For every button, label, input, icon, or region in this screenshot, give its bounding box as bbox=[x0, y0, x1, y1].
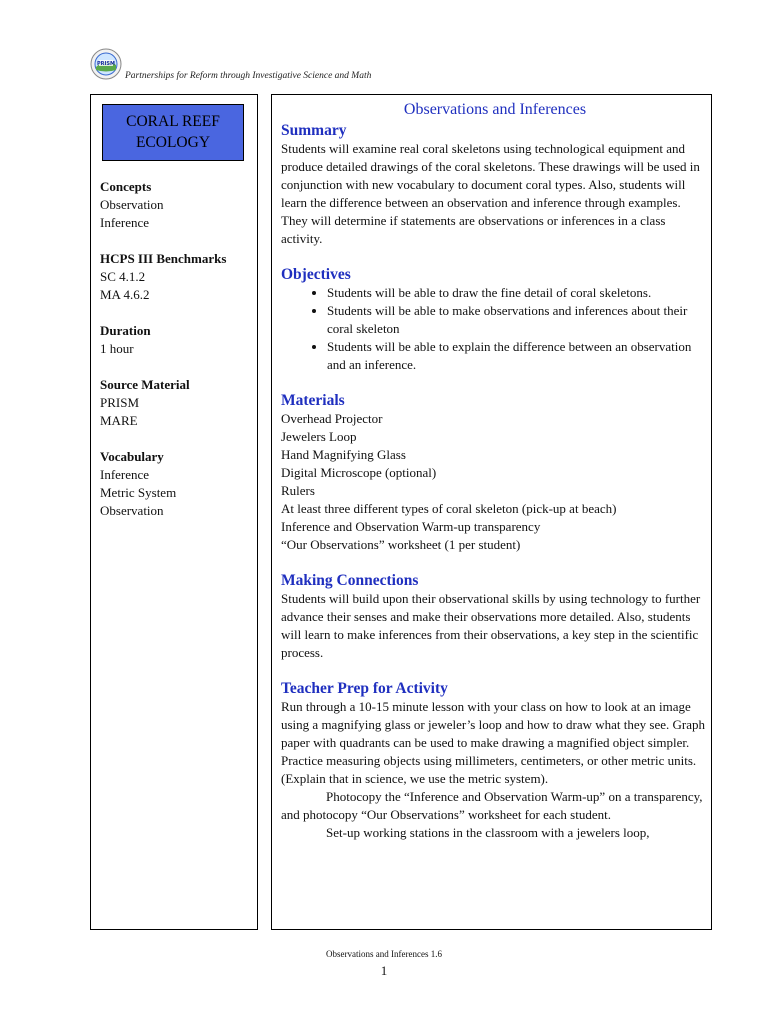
section-item: SC 4.1.2 bbox=[100, 269, 146, 284]
material-item: Jewelers Loop bbox=[281, 429, 357, 444]
section-item: Observation bbox=[100, 503, 164, 518]
section-item: 1 hour bbox=[100, 341, 134, 356]
footer-doc-ref: Observations and Inferences 1.6 bbox=[326, 949, 442, 959]
section-heading: Concepts bbox=[100, 179, 152, 194]
prep-heading: Teacher Prep for Activity bbox=[281, 680, 448, 697]
material-item: Inference and Observation Warm-up transparency bbox=[281, 519, 541, 534]
page-number: 1 bbox=[380, 963, 388, 978]
vocabulary-section bbox=[100, 448, 255, 520]
sidebar bbox=[90, 94, 258, 930]
section-heading: HCPS III Benchmarks bbox=[100, 251, 227, 266]
duration-section bbox=[100, 322, 255, 358]
document-title: Observations and Inferences bbox=[403, 101, 587, 118]
connections-text: Students will build upon their observational skills by using technology to further advance their senses and make their observations more detailed. Also, students will learn to make inferences from their observations, a key step in the scientific process. bbox=[281, 591, 701, 660]
summary-text: Students will examine real coral skeletons using technological equipment and produce detailed drawings of the coral skeletons. These drawings will be used in conjunction with new vocabulary to document coral types. Also, students will learn the difference between an observation and inference through examples. They will determine if statements are observations or inferences in a class activity. bbox=[281, 141, 700, 246]
material-item: At least three different types of coral skeleton (pick-up at beach) bbox=[281, 501, 617, 516]
concepts-section bbox=[100, 178, 255, 232]
prep-paragraph-2: Photocopy the “Inference and Observation Warm-up” on a transparency, and photocopy “Our Observations” worksheet for each student. bbox=[281, 789, 703, 822]
tagline: Partnerships for Reform through Investigative Science and Math bbox=[125, 71, 372, 81]
unit-title-line2: ECOLOGY bbox=[135, 134, 211, 151]
connections-heading: Making Connections bbox=[281, 572, 419, 589]
objectives-heading: Objectives bbox=[281, 266, 351, 283]
materials-heading: Materials bbox=[281, 392, 345, 409]
material-item: “Our Observations” worksheet (1 per student) bbox=[281, 537, 521, 552]
benchmarks-section bbox=[100, 250, 255, 304]
sidebar-sections bbox=[100, 178, 255, 538]
objective-item: • Students will be able to draw the fine detail of coral skeletons. bbox=[327, 284, 709, 302]
material-item: Overhead Projector bbox=[281, 411, 383, 426]
section-item: Observation bbox=[100, 197, 164, 212]
material-item: Rulers bbox=[281, 483, 315, 498]
unit-title-box bbox=[102, 104, 244, 161]
objectives-list bbox=[281, 284, 709, 374]
section-heading: Vocabulary bbox=[100, 449, 164, 464]
material-item: Hand Magnifying Glass bbox=[281, 447, 406, 462]
source-material-section bbox=[100, 376, 255, 430]
objective-item: • Students will be able to make observations and inferences about their coral skeleton bbox=[327, 302, 709, 338]
section-item: MARE bbox=[100, 413, 138, 428]
unit-title-line1: CORAL REEF bbox=[126, 113, 220, 130]
prism-logo-icon bbox=[90, 48, 122, 80]
material-item: Digital Microscope (optional) bbox=[281, 465, 437, 480]
section-heading: Duration bbox=[100, 323, 151, 338]
section-item: PRISM bbox=[100, 395, 140, 410]
section-item: MA 4.6.2 bbox=[100, 287, 150, 302]
section-heading: Source Material bbox=[100, 377, 190, 392]
prep-paragraph-1: Run through a 10-15 minute lesson with your class on how to look at an image using a magnifying glass or jeweler’s loop and how to draw what they see. Graph paper with quadrants can be used to make drawing a magnified object simpler. Practice measuring objects using millimeters, centimeters, or other metric units. (Explain that in science, we use the metric system). bbox=[281, 699, 705, 786]
page-header bbox=[90, 42, 730, 92]
section-item: Inference bbox=[100, 467, 150, 482]
section-item: Metric System bbox=[100, 485, 177, 500]
section-item: Inference bbox=[100, 215, 150, 230]
summary-heading: Summary bbox=[281, 122, 347, 139]
main-content bbox=[271, 94, 712, 930]
prep-paragraph-3: Set-up working stations in the classroom with a jewelers loop, bbox=[326, 825, 650, 840]
logo-text: PRISM bbox=[97, 61, 115, 67]
objective-item: • Students will be able to explain the difference between an observation and an inference. bbox=[327, 338, 709, 374]
